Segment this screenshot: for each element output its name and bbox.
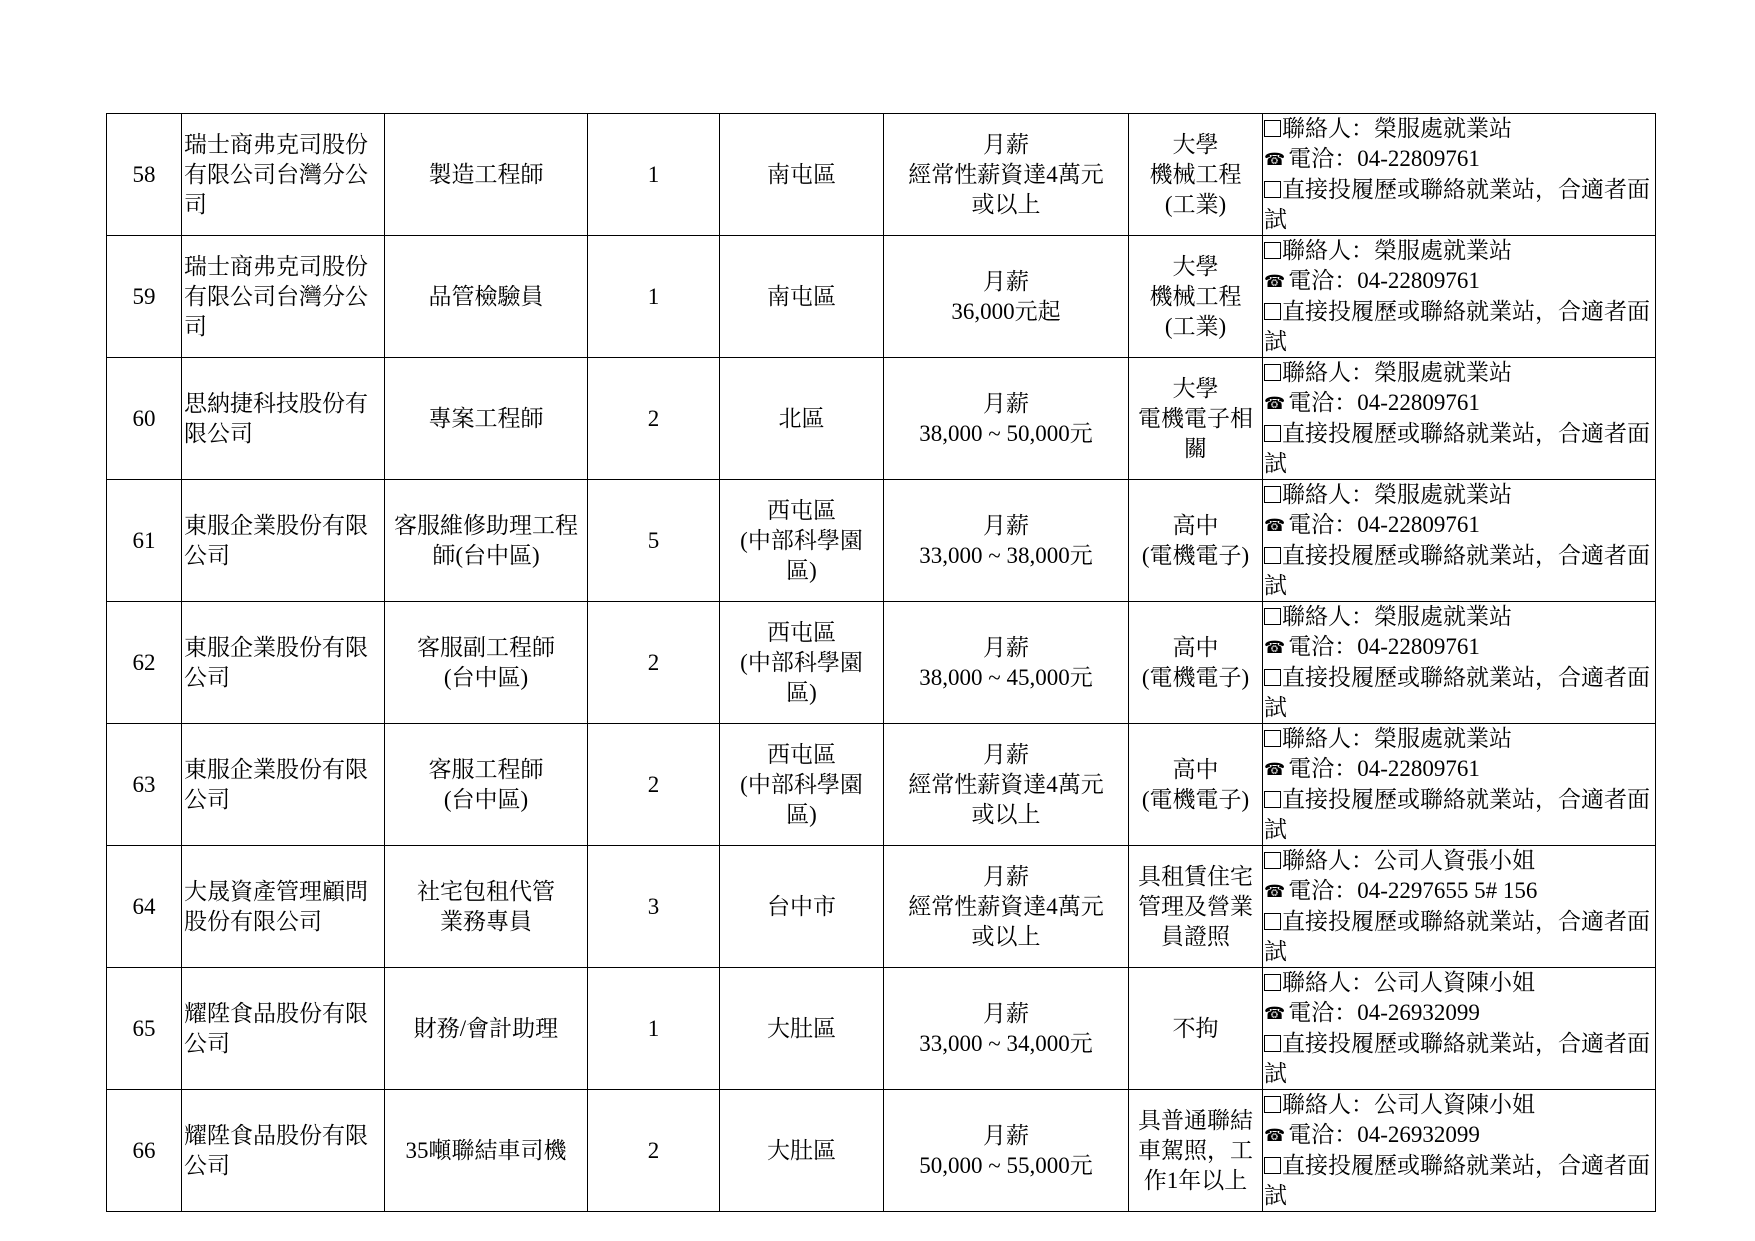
job-title: 製造工程師 (428, 161, 544, 187)
contact-cell (1263, 968, 1656, 1090)
requirement-line: 高中 (1172, 512, 1219, 538)
contact-phone-line (1264, 144, 1654, 175)
checkbox-icon (1264, 913, 1281, 930)
company-name-cell (182, 724, 385, 846)
salary-line: 月薪 (983, 863, 1029, 889)
contact-note: 直接投履歷或聯絡就業站，合適者面 (1282, 421, 1650, 446)
checkbox-icon (1264, 669, 1281, 686)
contact-note-tail: 試 (1264, 1061, 1287, 1086)
row-number-cell (107, 602, 182, 724)
contact-phone: 電洽：04-22809761 (1288, 512, 1480, 537)
requirement-line: 具租賃住宅 (1138, 863, 1253, 889)
contact-person: 聯絡人：公司人資張小姐 (1282, 848, 1535, 873)
contact-note: 直接投履歷或聯絡就業站，合適者面 (1282, 787, 1650, 812)
job-title-cell (385, 114, 588, 236)
salary-line: 33,000 ~ 34,000元 (919, 1030, 1093, 1056)
salary-cell (884, 358, 1129, 480)
contact-note-tail: 試 (1264, 695, 1287, 720)
contact-cell (1263, 114, 1656, 236)
contact-person: 聯絡人：公司人資陳小姐 (1282, 970, 1535, 995)
row-number: 66 (132, 1137, 156, 1163)
requirement-cell (1129, 846, 1263, 968)
checkbox-icon (1264, 303, 1281, 320)
table-row (107, 358, 1656, 480)
contact-person-line (1264, 236, 1654, 266)
requirement-cell (1129, 1090, 1263, 1212)
job-title-line: 社宅包租代管 (417, 878, 555, 904)
table-row (107, 1090, 1656, 1212)
requirement-cell (1129, 480, 1263, 602)
company-name: 耀陞食品股份有限公司 (184, 1122, 368, 1178)
contact-note-tail: 試 (1264, 329, 1287, 354)
job-title-cell (385, 236, 588, 358)
company-name: 東服企業股份有限公司 (184, 634, 368, 690)
checkbox-icon (1264, 242, 1281, 259)
work-location-line: 西屯區 (767, 619, 836, 645)
requirement-line: (電機電子) (1141, 542, 1250, 568)
headcount-cell (588, 236, 720, 358)
headcount: 5 (647, 527, 660, 553)
salary-line: 50,000 ~ 55,000元 (919, 1152, 1093, 1178)
headcount: 2 (647, 1137, 660, 1163)
contact-note: 直接投履歷或聯絡就業站，合適者面 (1282, 299, 1650, 324)
requirement-line: 具普通聯結 (1138, 1107, 1253, 1133)
contact-person-line (1264, 724, 1654, 754)
job-title-line: (台中區) (443, 664, 529, 690)
contact-person-line (1264, 358, 1654, 388)
contact-note-tail: 試 (1264, 1183, 1287, 1208)
contact-note-tail: 試 (1264, 451, 1287, 476)
table-row (107, 236, 1656, 358)
work-location-line: (中部科學園 (740, 771, 863, 797)
contact-person-line (1264, 1090, 1654, 1120)
contact-note-tail: 試 (1264, 207, 1287, 232)
contact-note-line (1264, 1029, 1654, 1059)
company-name: 思納捷科技股份有限公司 (184, 390, 368, 446)
company-name-cell (182, 236, 385, 358)
checkbox-icon (1264, 547, 1281, 564)
work-location-cell (720, 114, 884, 236)
requirement-line: 機械工程 (1149, 161, 1242, 187)
job-title-line: 業務專員 (440, 908, 532, 934)
headcount: 1 (647, 161, 660, 187)
row-number-cell (107, 480, 182, 602)
work-location: 大肚區 (767, 1015, 836, 1041)
salary-line: 38,000 ~ 45,000元 (919, 664, 1093, 690)
requirement-line: 機械工程 (1149, 283, 1242, 309)
contact-phone: 電洽：04-22809761 (1288, 756, 1480, 781)
job-title-cell (385, 358, 588, 480)
work-location: 北區 (778, 405, 825, 431)
checkbox-icon (1264, 730, 1281, 747)
contact-cell (1263, 480, 1656, 602)
row-number: 59 (132, 283, 156, 309)
headcount-cell (588, 480, 720, 602)
checkbox-icon (1264, 791, 1281, 808)
checkbox-icon (1264, 974, 1281, 991)
salary-line: 月薪 (983, 1122, 1029, 1148)
row-number-cell (107, 846, 182, 968)
salary-line: 38,000 ~ 50,000元 (919, 420, 1093, 446)
requirement-line: 電機電子相 (1138, 405, 1253, 431)
contact-person-line (1264, 846, 1654, 876)
requirement-cell (1129, 358, 1263, 480)
contact-person: 聯絡人：榮服處就業站 (1282, 726, 1512, 751)
telephone-icon: ☎ (1264, 150, 1286, 169)
contact-note: 直接投履歷或聯絡就業站，合適者面 (1282, 1153, 1650, 1178)
telephone-icon: ☎ (1264, 394, 1286, 413)
job-title-line: 客服副工程師 (417, 634, 555, 660)
work-location-cell (720, 1090, 884, 1212)
contact-note-line (1264, 175, 1654, 205)
contact-phone-line (1264, 876, 1654, 907)
contact-person-line (1264, 968, 1654, 998)
job-title-cell (385, 724, 588, 846)
salary-line: 月薪 (983, 131, 1029, 157)
telephone-icon: ☎ (1264, 638, 1286, 657)
salary-cell (884, 968, 1129, 1090)
salary-cell (884, 1090, 1129, 1212)
headcount-cell (588, 968, 720, 1090)
requirement-line: (工業) (1164, 313, 1227, 339)
contact-person: 聯絡人：榮服處就業站 (1282, 360, 1512, 385)
requirement-line: 大學 (1172, 375, 1219, 401)
requirement-line: 關 (1184, 435, 1207, 461)
row-number-cell (107, 1090, 182, 1212)
salary-cell (884, 602, 1129, 724)
company-name: 瑞士商弗克司股份有限公司台灣分公司 (184, 253, 368, 339)
company-name: 耀陞食品股份有限公司 (184, 1000, 368, 1056)
company-name-cell (182, 968, 385, 1090)
requirement-cell (1129, 724, 1263, 846)
checkbox-icon (1264, 486, 1281, 503)
work-location-cell (720, 968, 884, 1090)
contact-note-tail: 試 (1264, 573, 1287, 598)
contact-note: 直接投履歷或聯絡就業站，合適者面 (1282, 543, 1650, 568)
row-number-cell (107, 236, 182, 358)
contact-phone-line (1264, 754, 1654, 785)
job-title-line: (台中區) (443, 786, 529, 812)
row-number-cell (107, 358, 182, 480)
row-number: 58 (132, 161, 156, 187)
row-number: 61 (132, 527, 156, 553)
row-number-cell (107, 968, 182, 1090)
requirement-line: 車駕照，工 (1138, 1137, 1253, 1163)
salary-line: 月薪 (983, 512, 1029, 538)
contact-note-line (1264, 419, 1654, 449)
contact-note-line (1264, 1151, 1654, 1181)
checkbox-icon (1264, 425, 1281, 442)
contact-phone: 電洽：04-22809761 (1288, 390, 1480, 415)
requirement-cell (1129, 114, 1263, 236)
checkbox-icon (1264, 120, 1281, 137)
salary-line: 月薪 (983, 390, 1029, 416)
contact-note-tail: 試 (1264, 939, 1287, 964)
row-number: 63 (132, 771, 156, 797)
headcount: 2 (647, 405, 660, 431)
checkbox-icon (1264, 608, 1281, 625)
company-name-cell (182, 846, 385, 968)
contact-cell (1263, 358, 1656, 480)
contact-phone-line (1264, 1120, 1654, 1151)
contact-phone-line (1264, 510, 1654, 541)
work-location-line: 區) (786, 557, 817, 583)
job-title-cell (385, 968, 588, 1090)
requirement-cell (1129, 968, 1263, 1090)
row-number: 60 (132, 405, 156, 431)
job-title: 品管檢驗員 (428, 283, 544, 309)
work-location: 南屯區 (767, 283, 836, 309)
salary-line: 或以上 (971, 801, 1041, 827)
headcount: 2 (647, 649, 660, 675)
requirement-line: 管理及營業 (1138, 893, 1253, 919)
headcount-cell (588, 602, 720, 724)
requirement-cell (1129, 602, 1263, 724)
requirement-line: (電機電子) (1141, 786, 1250, 812)
requirement-line: 作1年以上 (1143, 1167, 1248, 1193)
contact-note-line (1264, 907, 1654, 937)
company-name-cell (182, 114, 385, 236)
company-name-cell (182, 1090, 385, 1212)
company-name: 瑞士商弗克司股份有限公司台灣分公司 (184, 131, 368, 217)
work-location: 大肚區 (767, 1137, 836, 1163)
headcount-cell (588, 846, 720, 968)
work-location-line: (中部科學園 (740, 527, 863, 553)
work-location-cell (720, 846, 884, 968)
requirement-cell (1129, 236, 1263, 358)
work-location-line: 西屯區 (767, 741, 836, 767)
job-title-cell (385, 480, 588, 602)
salary-cell (884, 236, 1129, 358)
headcount-cell (588, 724, 720, 846)
requirement-line: 大學 (1172, 253, 1219, 279)
requirement-line: (電機電子) (1141, 664, 1250, 690)
headcount: 3 (647, 893, 660, 919)
salary-line: 36,000元起 (951, 298, 1061, 324)
telephone-icon: ☎ (1264, 882, 1286, 901)
salary-line: 經常性薪資達4萬元 (908, 161, 1104, 187)
company-name: 大晟資產管理顧問股份有限公司 (184, 878, 368, 934)
salary-line: 月薪 (983, 634, 1029, 660)
work-location-line: 區) (786, 679, 817, 705)
requirement-line: 高中 (1172, 634, 1219, 660)
contact-person-line (1264, 480, 1654, 510)
checkbox-icon (1264, 1096, 1281, 1113)
requirement-line: 高中 (1172, 756, 1219, 782)
job-title: 35噸聯結車司機 (405, 1137, 567, 1163)
company-name: 東服企業股份有限公司 (184, 512, 368, 568)
contact-person-line (1264, 602, 1654, 632)
telephone-icon: ☎ (1264, 760, 1286, 779)
requirement-line: 不拘 (1172, 1015, 1219, 1041)
work-location-cell (720, 724, 884, 846)
contact-cell (1263, 846, 1656, 968)
job-title: 客服維修助理工程師(台中區) (394, 512, 578, 568)
row-number-cell (107, 114, 182, 236)
salary-line: 月薪 (983, 741, 1029, 767)
contact-phone: 電洽：04-26932099 (1288, 1000, 1480, 1025)
salary-line: 月薪 (983, 268, 1029, 294)
contact-note-line (1264, 541, 1654, 571)
work-location: 南屯區 (767, 161, 836, 187)
telephone-icon: ☎ (1264, 272, 1286, 291)
job-title-line: 客服工程師 (428, 756, 544, 782)
contact-note: 直接投履歷或聯絡就業站，合適者面 (1282, 909, 1650, 934)
company-name-cell (182, 480, 385, 602)
contact-cell (1263, 236, 1656, 358)
contact-cell (1263, 602, 1656, 724)
contact-note: 直接投履歷或聯絡就業站，合適者面 (1282, 177, 1650, 202)
contact-person: 聯絡人：公司人資陳小姐 (1282, 1092, 1535, 1117)
telephone-icon: ☎ (1264, 516, 1286, 535)
contact-note: 直接投履歷或聯絡就業站，合適者面 (1282, 665, 1650, 690)
table-row (107, 114, 1656, 236)
work-location-line: 西屯區 (767, 497, 836, 523)
table-row (107, 602, 1656, 724)
work-location: 台中市 (767, 893, 836, 919)
checkbox-icon (1264, 364, 1281, 381)
requirement-line: 員證照 (1161, 923, 1230, 949)
telephone-icon: ☎ (1264, 1126, 1286, 1145)
salary-cell (884, 480, 1129, 602)
job-table-body (107, 114, 1656, 1212)
contact-phone: 電洽：04-26932099 (1288, 1122, 1480, 1147)
contact-note: 直接投履歷或聯絡就業站，合適者面 (1282, 1031, 1650, 1056)
table-row (107, 480, 1656, 602)
salary-cell (884, 114, 1129, 236)
contact-phone: 電洽：04-22809761 (1288, 268, 1480, 293)
contact-phone-line (1264, 998, 1654, 1029)
row-number-cell (107, 724, 182, 846)
job-title: 專案工程師 (428, 405, 544, 431)
contact-note-line (1264, 785, 1654, 815)
contact-cell (1263, 724, 1656, 846)
checkbox-icon (1264, 852, 1281, 869)
contact-phone: 電洽：04-2297655 5# 156 (1288, 878, 1538, 903)
contact-person: 聯絡人：榮服處就業站 (1282, 604, 1512, 629)
salary-line: 經常性薪資達4萬元 (908, 893, 1104, 919)
salary-line: 經常性薪資達4萬元 (908, 771, 1104, 797)
salary-line: 或以上 (971, 923, 1041, 949)
row-number: 65 (132, 1015, 156, 1041)
headcount-cell (588, 358, 720, 480)
work-location-cell (720, 358, 884, 480)
contact-note-tail: 試 (1264, 817, 1287, 842)
salary-cell (884, 846, 1129, 968)
company-name-cell (182, 358, 385, 480)
contact-person: 聯絡人：榮服處就業站 (1282, 238, 1512, 263)
contact-note-line (1264, 663, 1654, 693)
work-location-line: 區) (786, 801, 817, 827)
row-number: 62 (132, 649, 156, 675)
contact-note-line (1264, 297, 1654, 327)
contact-cell (1263, 1090, 1656, 1212)
table-row (107, 968, 1656, 1090)
salary-cell (884, 724, 1129, 846)
headcount-cell (588, 114, 720, 236)
work-location-line: (中部科學園 (740, 649, 863, 675)
job-title-cell (385, 1090, 588, 1212)
headcount: 2 (647, 771, 660, 797)
job-title-cell (385, 602, 588, 724)
table-row (107, 724, 1656, 846)
company-name-cell (182, 602, 385, 724)
job-title: 財務/會計助理 (413, 1015, 559, 1041)
checkbox-icon (1264, 181, 1281, 198)
contact-person: 聯絡人：榮服處就業站 (1282, 482, 1512, 507)
headcount-cell (588, 1090, 720, 1212)
salary-line: 或以上 (971, 191, 1041, 217)
requirement-line: 大學 (1172, 131, 1219, 157)
job-listing-table (106, 113, 1656, 1212)
work-location-cell (720, 236, 884, 358)
headcount: 1 (647, 1015, 660, 1041)
contact-phone: 電洽：04-22809761 (1288, 146, 1480, 171)
checkbox-icon (1264, 1035, 1281, 1052)
contact-person-line (1264, 114, 1654, 144)
checkbox-icon (1264, 1157, 1281, 1174)
contact-person: 聯絡人：榮服處就業站 (1282, 116, 1512, 141)
headcount: 1 (647, 283, 660, 309)
contact-phone: 電洽：04-22809761 (1288, 634, 1480, 659)
telephone-icon: ☎ (1264, 1004, 1286, 1023)
salary-line: 33,000 ~ 38,000元 (919, 542, 1093, 568)
row-number: 64 (132, 893, 156, 919)
table-row (107, 846, 1656, 968)
work-location-cell (720, 480, 884, 602)
requirement-line: (工業) (1164, 191, 1227, 217)
contact-phone-line (1264, 388, 1654, 419)
work-location-cell (720, 602, 884, 724)
contact-phone-line (1264, 632, 1654, 663)
salary-line: 月薪 (983, 1000, 1029, 1026)
job-title-cell (385, 846, 588, 968)
contact-phone-line (1264, 266, 1654, 297)
company-name: 東服企業股份有限公司 (184, 756, 368, 812)
